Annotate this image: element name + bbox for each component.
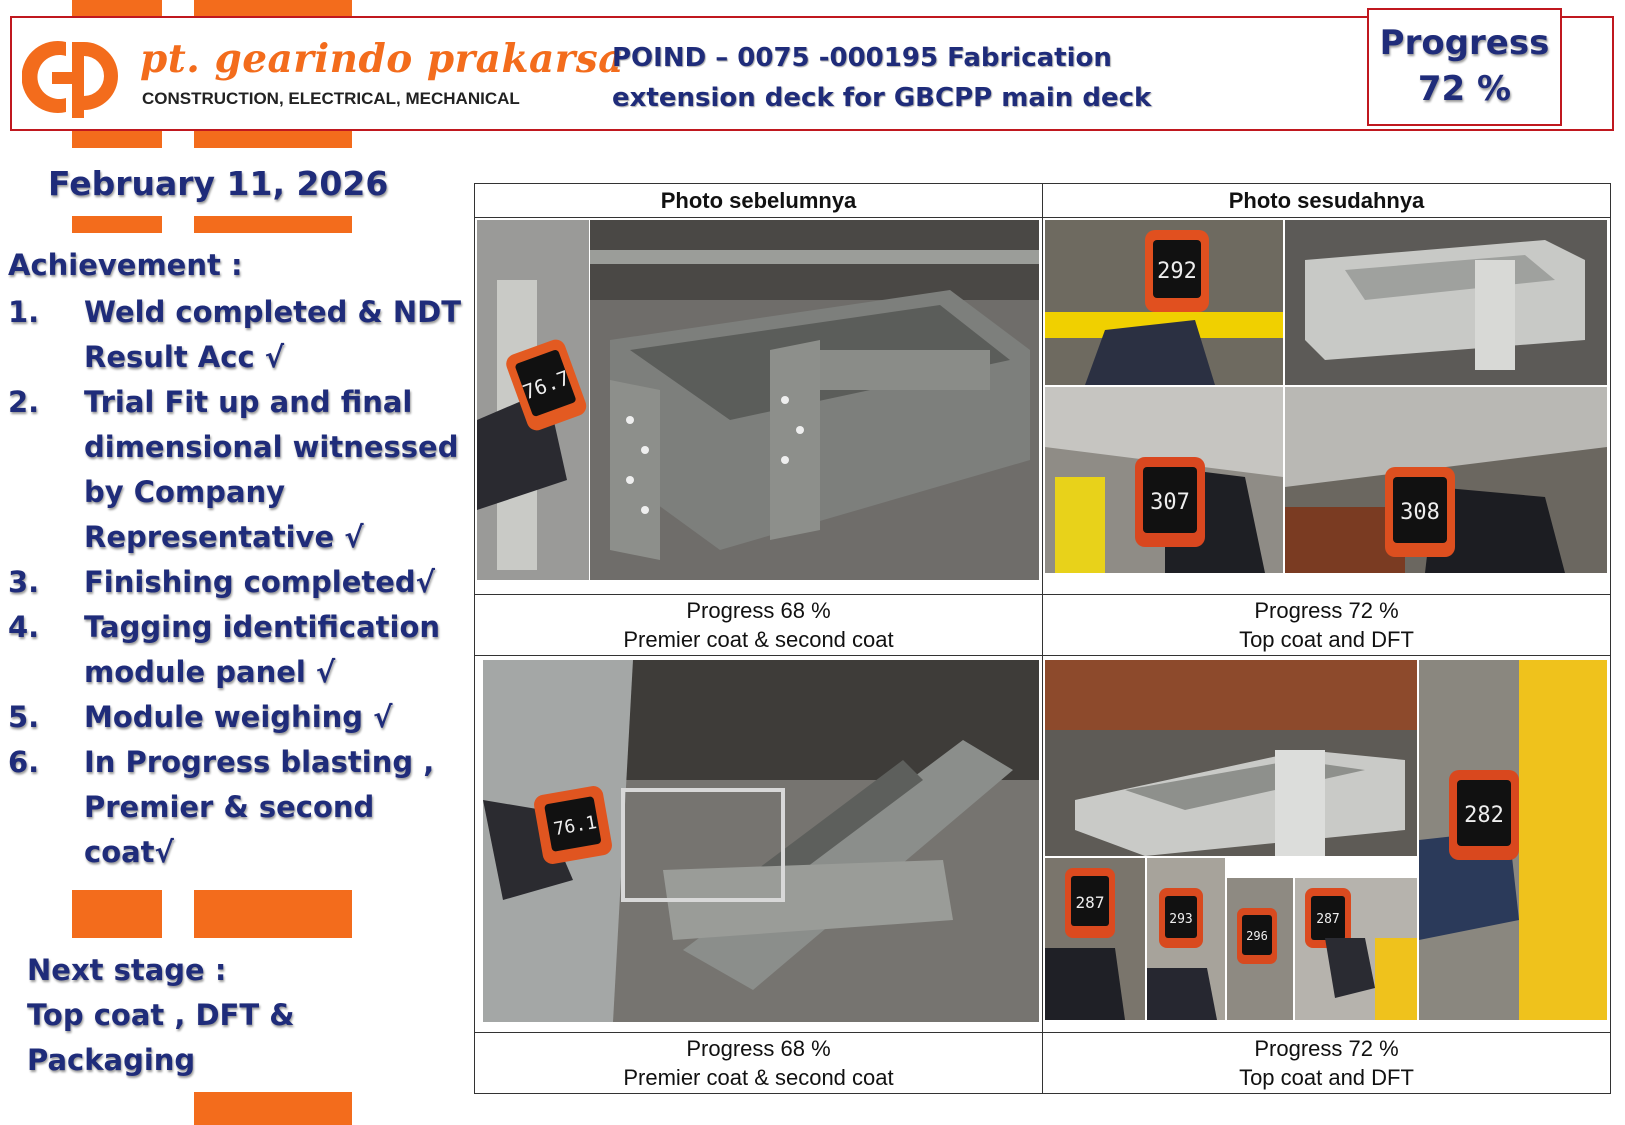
meter-reading-text: 296	[1246, 929, 1268, 943]
list-item: 3. Finishing completed√	[8, 565, 436, 599]
photo-meter-reading	[477, 220, 589, 580]
list-item: 5. Module weighing √	[8, 700, 393, 734]
next-stage	[27, 948, 447, 1083]
meter-reading-text: 287	[1316, 912, 1340, 927]
photo-meter-reading	[1147, 858, 1225, 1020]
photo-steel-frame	[483, 660, 1039, 1022]
photo-meter-reading	[1285, 387, 1607, 573]
photo-meter-reading	[1045, 858, 1145, 1020]
photo-comparison-table	[474, 183, 1611, 1094]
photo-steel-frame	[590, 220, 1039, 580]
meter-reading-text: 76.7	[519, 365, 573, 405]
photo-before-1	[475, 218, 1043, 595]
meter-reading-text: 292	[1157, 259, 1197, 284]
company-name: pt. gearindo prakarsa	[140, 36, 625, 82]
caption-after-2: Progress 72 % Top coat and DFT	[1043, 1033, 1611, 1094]
meter-reading-text: 282	[1464, 803, 1504, 828]
photo-meter-reading	[1045, 387, 1283, 573]
meter-reading-text: 293	[1169, 912, 1193, 927]
achievement-title: Achievement :	[8, 248, 243, 282]
orange-bar-date-left	[72, 216, 162, 233]
list-item: 1. Weld completed & NDT Result Acc √	[8, 295, 462, 374]
document-title	[612, 38, 1212, 118]
progress-box	[1367, 8, 1562, 126]
report-date: February 11, 2026	[48, 164, 389, 203]
photo-meter-reading	[1227, 878, 1293, 1020]
column-header-after: Photo sesudahnya	[1043, 184, 1611, 218]
photo-before-2	[475, 656, 1043, 1033]
photo-painted-frame	[1285, 220, 1607, 385]
photo-meter-reading	[1419, 660, 1607, 1020]
orange-bar-bottom	[194, 1092, 352, 1125]
list-item: 4. Tagging identification module panel √	[8, 610, 441, 689]
list-item: 2. Trial Fit up and final dimensional witnessed by Company Representative √	[8, 385, 459, 554]
caption-before-2: Progress 68 % Premier coat & second coat	[475, 1033, 1043, 1094]
meter-reading-text: 308	[1400, 500, 1440, 525]
company-logo-icon	[22, 36, 122, 118]
caption-before-1: Progress 68 % Premier coat & second coat	[475, 595, 1043, 656]
next-stage-title: Next stage :	[27, 953, 227, 987]
list-item: 6. In Progress blasting , Premier & second coat√	[8, 745, 435, 869]
photo-painted-frame	[1045, 660, 1417, 856]
caption-after-1: Progress 72 % Top coat and DFT	[1043, 595, 1611, 656]
orange-bar-mid-left	[72, 890, 162, 938]
orange-bar-mid-right	[194, 890, 352, 938]
column-header-before: Photo sebelumnya	[475, 184, 1043, 218]
meter-reading-text: 307	[1150, 490, 1190, 515]
achievement-list	[8, 290, 463, 875]
progress-value: 72 %	[1417, 69, 1512, 109]
meter-reading-text: 287	[1075, 893, 1105, 912]
company-tagline: CONSTRUCTION, ELECTRICAL, MECHANICAL	[142, 89, 520, 108]
meter-reading-text: 76.1	[552, 812, 599, 841]
photo-meter-reading	[1045, 220, 1283, 385]
photo-after-2	[1043, 656, 1611, 1033]
orange-bar-date-right	[194, 216, 352, 233]
document-title-line2: extension deck for GBCPP main deck	[612, 83, 1152, 113]
photo-after-1	[1043, 218, 1611, 595]
next-stage-text: Top coat , DFT & Packaging	[27, 998, 295, 1077]
photo-meter-reading	[1295, 878, 1417, 1020]
progress-label: Progress	[1379, 23, 1550, 63]
document-title-line1: POIND – 0075 -000195 Fabrication	[612, 43, 1112, 73]
